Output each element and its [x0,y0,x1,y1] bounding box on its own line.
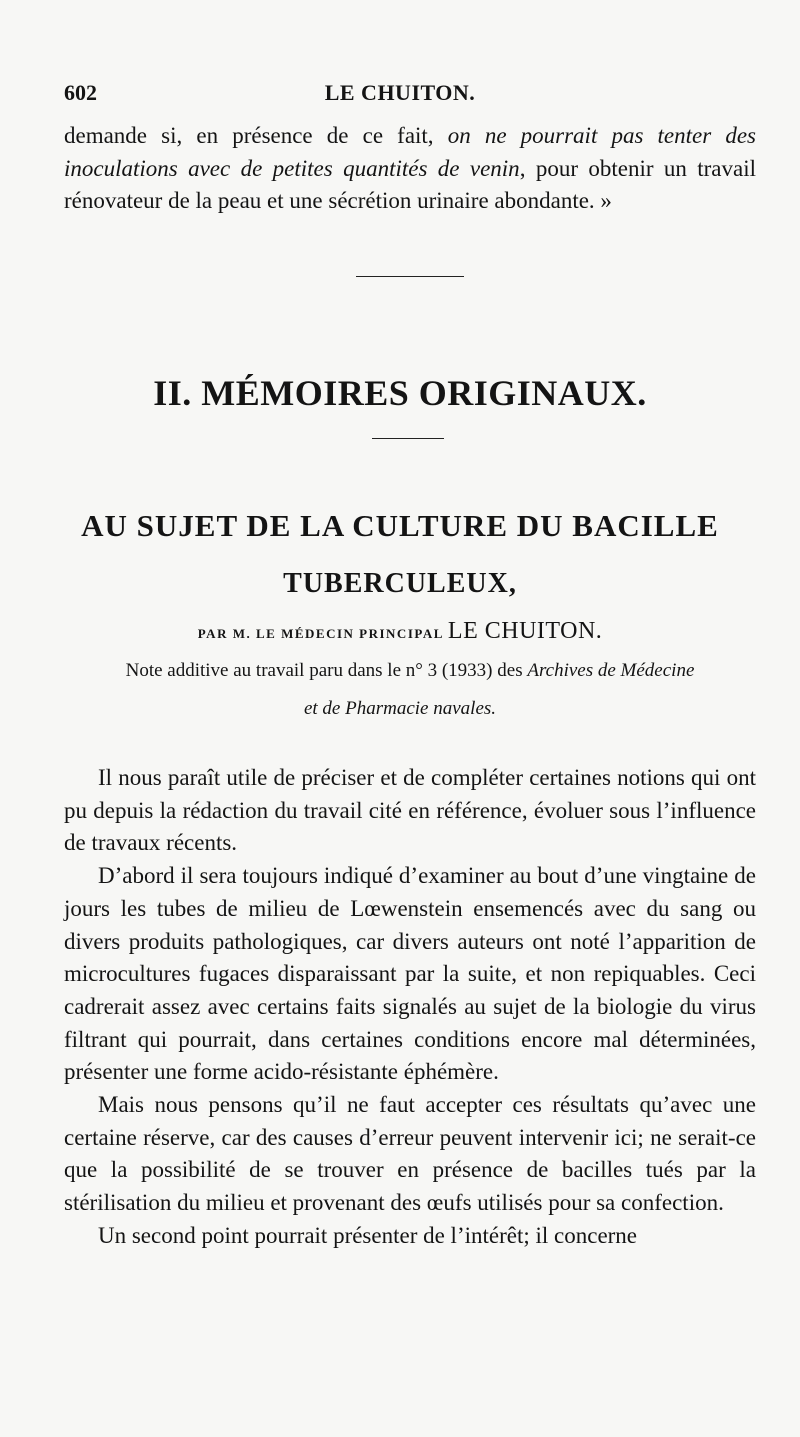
page-header [64,80,736,114]
intro-paragraph [64,120,756,218]
note-journal-name-continued: et de Pharmacie navales. [303,698,497,719]
divider-rule-short [372,438,444,439]
byline-prefix: PAR M. LE MÉDECIN PRINCIPAL [197,626,444,641]
article-body [64,762,756,1253]
section-heading: II. MÉMOIRES ORIGINAUX. [153,373,647,413]
divider-rule [356,276,464,277]
intro-italic-text: on ne pourrait pas tenter des inoculations avec de petites quantités de venin [64,123,756,181]
body-paragraph: Mais nous pensons qu’il ne faut accepter ces résultats qu’avec une certaine réserve, car des causes d’erreur peuvent intervenir ici; ne serait-ce que la possibilité de se trouver en présence de bacilles tués par la stérilisation du milieu et provenant des œufs utilisés pour sa confection. [64,1092,756,1216]
article-byline [0,618,800,645]
article-note [64,660,756,682]
page-number: 602 [64,80,97,105]
body-paragraph: Un second point pourrait présenter de l’intérêt; il concerne [98,1222,638,1248]
running-title: LE CHUITON. [324,80,476,105]
body-paragraph: Il nous paraît utile de préciser et de compléter certaines notions qui ont pu depuis la rédaction du travail cité en référence, évoluer sous l’influence de travaux récents. [64,765,756,856]
byline-author: LE CHUITON. [447,618,603,644]
note-journal-name: Archives de Médecine [527,660,695,681]
article-title-line-1: AU SUJET DE LA CULTURE DU BACILLE [81,508,719,543]
note-text: Note additive au travail paru dans le n° 3 (1933) des [125,660,528,681]
body-paragraph: D’abord il sera toujours indiqué d’examiner au bout d’une vingtaine de jours les tubes de milieu de Lœwenstein ensemencés avec du sang ou divers produits pathologiques, car divers auteurs ont noté l’apparition de microcultures fugaces disparaissant par la suite, et non repiquables. Ceci cadrerait assez avec certains faits signalés au sujet de la biologie du virus filtrant qui pourrait, dans certaines conditions encore mal déterminées, présenter une forme acido-résistante éphémère. [64,863,756,1085]
article-title-line-2: TUBERCULEUX, [283,568,517,599]
intro-text-start: demande si, en présence de ce fait, [64,123,448,148]
intro-text-end: , pour obtenir un travail rénovateur de la peau et une sécrétion urinaire abondante. » [64,155,756,214]
